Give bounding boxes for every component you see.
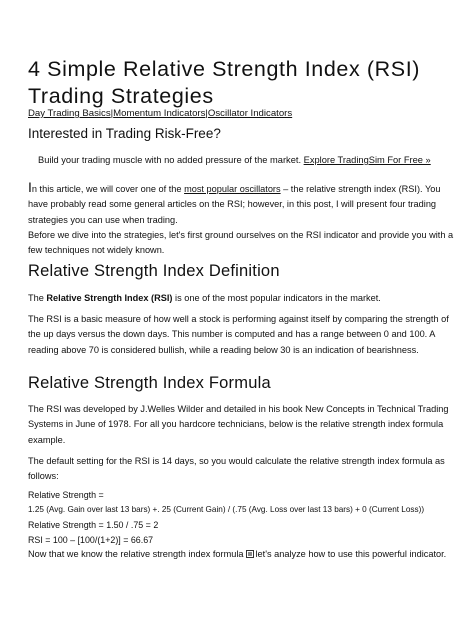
formula-paragraph-2: The default setting for the RSI is 14 days, so you would calculate the relative strength index formula as follows:	[28, 456, 445, 482]
intro-paragraph	[28, 180, 456, 258]
article-title	[28, 56, 420, 110]
category-link-oscillator-indicators[interactable]: Oscillator Indicators	[207, 108, 293, 119]
definition-text-before-bold: The	[28, 293, 47, 303]
formula-line-4: RSI = 100 – [100/(1+2)] = 66.67	[28, 535, 154, 545]
article-title-line-2: Trading Strategies	[28, 84, 214, 108]
promo-heading: Interested in Trading Risk-Free?	[28, 126, 221, 141]
formula-closing-text-2: let's analyze how to use this powerful indicator.	[255, 549, 447, 559]
promo-text: Build your trading muscle with no added pressure of the market.	[38, 155, 304, 165]
definition-text-after-bold: is one of the most popular indicators in the market.	[172, 293, 381, 303]
category-links	[28, 108, 292, 119]
missing-glyph-icon	[246, 550, 254, 558]
formula-line-3: Relative Strength = 1.50 / .75 = 2	[28, 520, 159, 530]
formula-closing-text-1: Now that we know the relative strength index formula	[28, 549, 244, 559]
definition-heading: Relative Strength Index Definition	[28, 262, 280, 280]
intro-text-after-link: – the relative strength index (RSI). You have probably read some general articles on the RSI; however, in this post, I will present four trading strategies you can use when trading.	[28, 184, 441, 225]
definition-paragraph-1	[28, 291, 456, 306]
article-title-line-1: 4 Simple Relative Strength Index (RSI)	[28, 57, 421, 81]
rsi-bold-term: Relative Strength Index (RSI)	[46, 293, 173, 303]
category-link-day-trading-basics[interactable]: Day Trading Basics	[28, 108, 111, 119]
formula-paragraph-3	[28, 547, 456, 562]
category-link-momentum-indicators[interactable]: Momentum Indicators	[113, 108, 206, 119]
intro-dropcap: I	[28, 179, 32, 195]
formula-line-2: 1.25 (Avg. Gain over last 13 bars) +. 25 (Current Gain) / (.75 (Avg. Loss over last 13 bars) + 0 (Current Loss))	[28, 505, 425, 514]
category-separator: |	[110, 108, 114, 119]
definition-paragraph-2: The RSI is a basic measure of how well a stock is performing against itself by comparing the strength of the up days versus the down days. This number is computed and has a range between 0 and 100. A reading above 70 is considered bullish, while a reading below 30 is an indication of bearishness.	[28, 314, 449, 355]
formula-line-1: Relative Strength =	[28, 490, 104, 500]
formula-paragraph-1: The RSI was developed by J.Welles Wilder and detailed in his book New Concepts in Technical Trading Systems in June of 1978. For all you hardcore technicians, below is the relative strength index formula example.	[28, 404, 449, 445]
category-separator: |	[205, 108, 208, 119]
formula-heading: Relative Strength Index Formula	[28, 374, 271, 392]
explore-tradingsim-link[interactable]: Explore TradingSim For Free »	[303, 155, 431, 165]
intro-text-before-link: n this article, we will cover one of the	[31, 184, 185, 194]
popular-oscillators-link[interactable]: most popular oscillators	[184, 184, 281, 194]
promo-line	[38, 155, 431, 165]
intro-second-text: Before we dive into the strategies, let's first ground ourselves on the RSI indicator and provide you with a few techniques not widely known.	[28, 229, 454, 256]
